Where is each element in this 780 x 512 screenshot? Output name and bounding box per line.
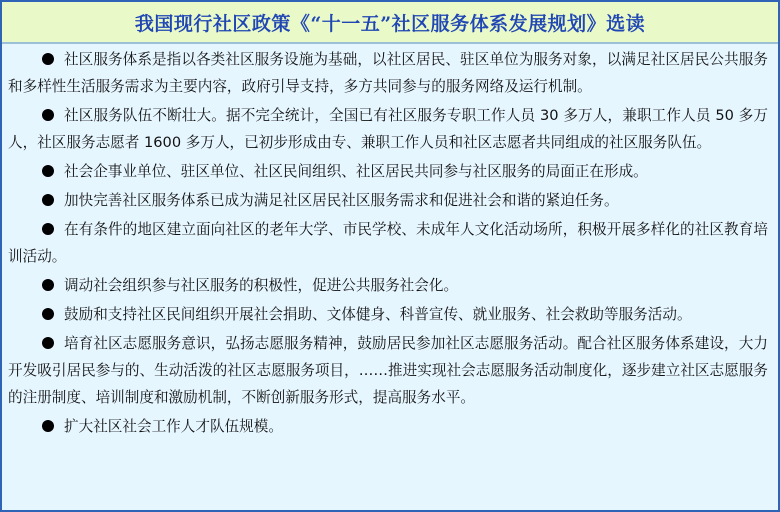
list-item-text: 调动社会组织参与社区服务的积极性，促进公共服务社会化。 <box>64 277 459 294</box>
list-item <box>8 301 768 328</box>
list-item-text: 社区服务队伍不断壮大。据不完全统计，全国已有社区服务专职工作人员 30 多万人，兼职工作人员 50 多万人，社区服务志愿者 1600 多万人，已初步形成由专、兼职工作人员和社区志愿者共同组成的社区服务队伍。 <box>8 107 768 151</box>
list-item-text: 扩大社区社会工作人才队伍规模。 <box>64 418 283 435</box>
list-item <box>8 158 768 185</box>
list-item <box>8 216 768 270</box>
list-item <box>8 413 768 440</box>
list-item-text: 加快完善社区服务体系已成为满足社区居民社区服务需求和促进社会和谐的紧迫任务。 <box>64 192 619 209</box>
list-item <box>8 272 768 299</box>
list-item <box>8 187 768 214</box>
list-item-text: 在有条件的地区建立面向社区的老年大学、市民学校、未成年人文化活动场所，积极开展多样化的社区教育培训活动。 <box>8 221 768 265</box>
bullet-icon <box>42 53 54 65</box>
title-bar <box>2 2 778 44</box>
list-item-text: 鼓励和支持社区民间组织开展社会捐助、文体健身、科普宣传、就业服务、社会救助等服务活动。 <box>64 306 692 323</box>
bullet-icon <box>42 420 54 432</box>
list-item <box>8 330 768 411</box>
page-title: 我国现行社区政策《“十一五”社区服务体系发展规划》选读 <box>134 12 646 35</box>
bullet-icon <box>42 194 54 206</box>
list-item <box>8 46 768 100</box>
list-item-text: 社区服务体系是指以各类社区服务设施为基础，以社区居民、驻区单位为服务对象，以满足社区居民公共服务和多样性生活服务需求为主要内容，政府引导支持，多方共同参与的服务网络及运行机制。 <box>8 51 768 95</box>
bullet-icon <box>42 109 54 121</box>
list-item-text: 社会企事业单位、驻区单位、社区民间组织、社区居民共同参与社区服务的局面正在形成。 <box>64 163 648 180</box>
bullet-icon <box>42 308 54 320</box>
bullet-icon <box>42 223 54 235</box>
list-item-text: 培育社区志愿服务意识，弘扬志愿服务精神，鼓励居民参加社区志愿服务活动。配合社区服务体系建设，大力开发吸引居民参与的、生动活泼的社区志愿服务项目，……推进实现社会志愿服务活动制度化，逐步建立社区志愿服务的注册制度、培训制度和激励机制，不断创新服务形式，提高服务水平。 <box>8 335 768 406</box>
list-item <box>8 102 768 156</box>
bullet-icon <box>42 165 54 177</box>
bullet-icon <box>42 279 54 291</box>
bullet-icon <box>42 337 54 349</box>
policy-list <box>2 46 778 442</box>
